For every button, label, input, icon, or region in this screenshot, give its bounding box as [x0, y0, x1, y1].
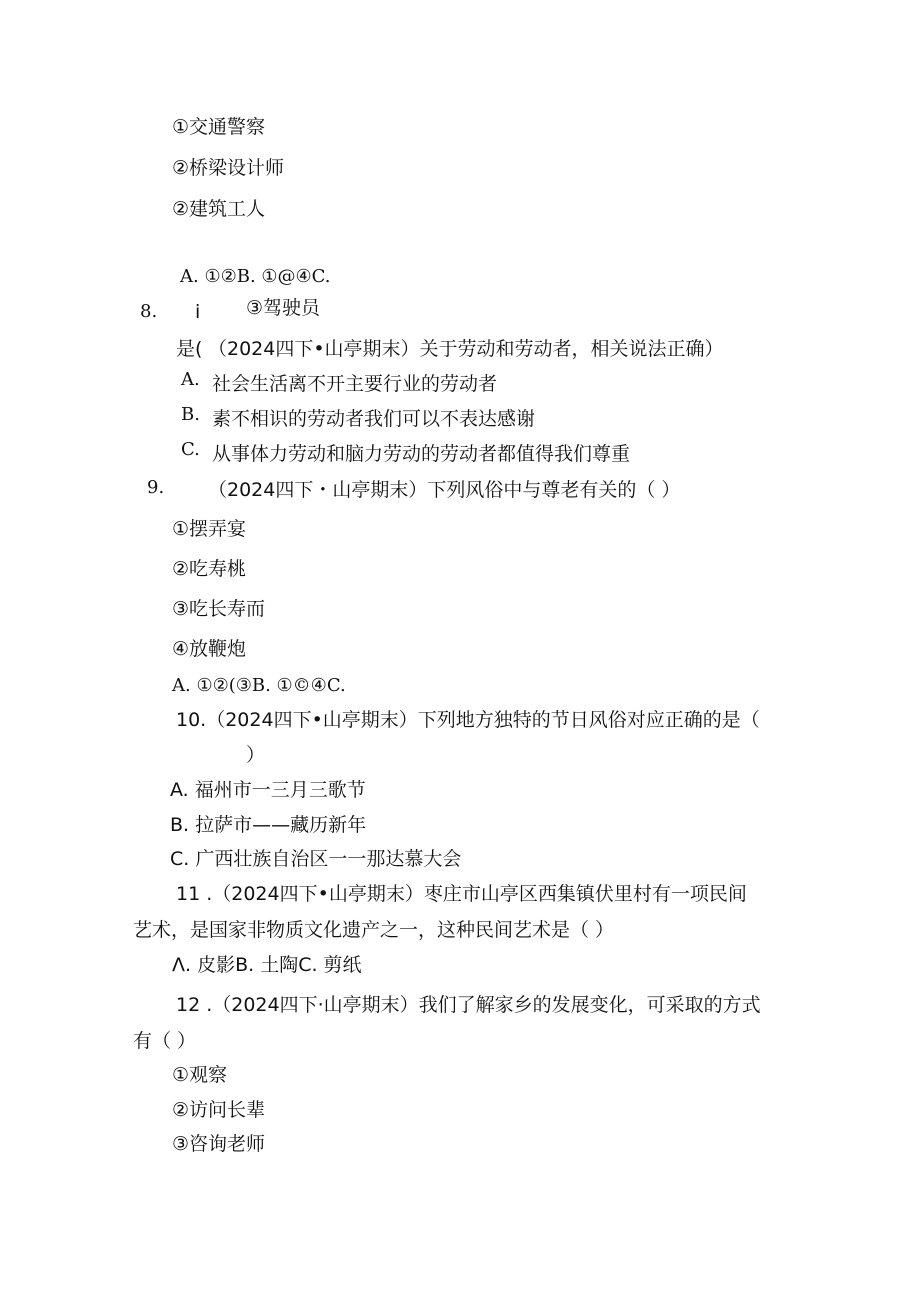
q7-option-3: ②建筑工人 — [172, 198, 266, 220]
q12-stem-line-1: 12 .（2024四下·山亭期末）我们了解家乡的发展变化，可采取的方式 — [176, 994, 761, 1016]
q8-option-c-label: C. — [181, 439, 200, 460]
q7-answer-choices: A. ①②B. ①@④C. — [180, 266, 331, 287]
q9-option-2: ②吃寿桃 — [172, 558, 247, 580]
q9-option-1: ①摆弄宴 — [172, 518, 247, 540]
q11-answer-choices: Λ. 皮影B. 土陶C. 剪纸 — [172, 954, 362, 976]
q9-option-3: ③吃长寿而 — [172, 598, 266, 620]
q8-option-4: ③驾驶员 — [246, 297, 321, 319]
q12-option-2: ②访问长辈 — [172, 1099, 266, 1121]
q8-option-c-text: 从事体力劳动和脑力劳动的劳动者都值得我们尊重 — [212, 443, 631, 465]
q7-option-1: ①交通警察 — [172, 116, 266, 138]
q10-stem-end: ） — [246, 744, 266, 766]
q9-answer-choices: A. ①②(③B. ①©④C. — [172, 675, 346, 696]
q8-option-a-text: 社会生活离不开主要行业的劳动者 — [212, 373, 498, 395]
q9-option-4: ④放鞭炮 — [172, 638, 247, 660]
q8-stem-prefix: 是( — [176, 338, 203, 360]
q10-option-b: B. 拉萨市——藏历新年 — [170, 814, 367, 836]
q8-option-a-label: A. — [181, 369, 200, 390]
q9-stem: （2024四下・山亭期末）下列风俗中与尊老有关的（ ） — [208, 479, 681, 501]
q9-number: 9. — [147, 477, 165, 498]
q7-option-2: ②桥梁设计师 — [172, 157, 285, 179]
q8-stem: （2024四下•山亭期末）关于劳动和劳动者，相关说法正确） — [208, 338, 724, 360]
q8-option-b-label: B. — [181, 404, 200, 425]
q12-option-3: ③咨询老师 — [172, 1133, 266, 1155]
q12-option-1: ①观察 — [172, 1064, 228, 1086]
q11-stem-line-1: 11 .（2024四下•山亭期末）枣庄市山亭区西集镇伏里村有一项民间 — [176, 883, 747, 905]
q8-number: 8. — [140, 301, 158, 322]
q10-option-c: C. 广西壮族自治区一一那达慕大会 — [170, 848, 462, 870]
q10-stem: 10.（2024四下•山亭期末）下列地方独特的节日风俗对应正确的是（ — [176, 709, 760, 731]
q10-option-a: A. 福州市一三月三歌节 — [170, 779, 366, 801]
q8-fragment: ⅰ — [195, 301, 201, 323]
q11-stem-line-2: 艺术，是国家非物质文化遗产之一，这种民间艺术是（ ） — [133, 919, 615, 941]
q8-option-b-text: 素不相识的劳动者我们可以不表达感谢 — [212, 408, 536, 430]
q12-stem-line-2: 有（ ） — [133, 1030, 197, 1052]
